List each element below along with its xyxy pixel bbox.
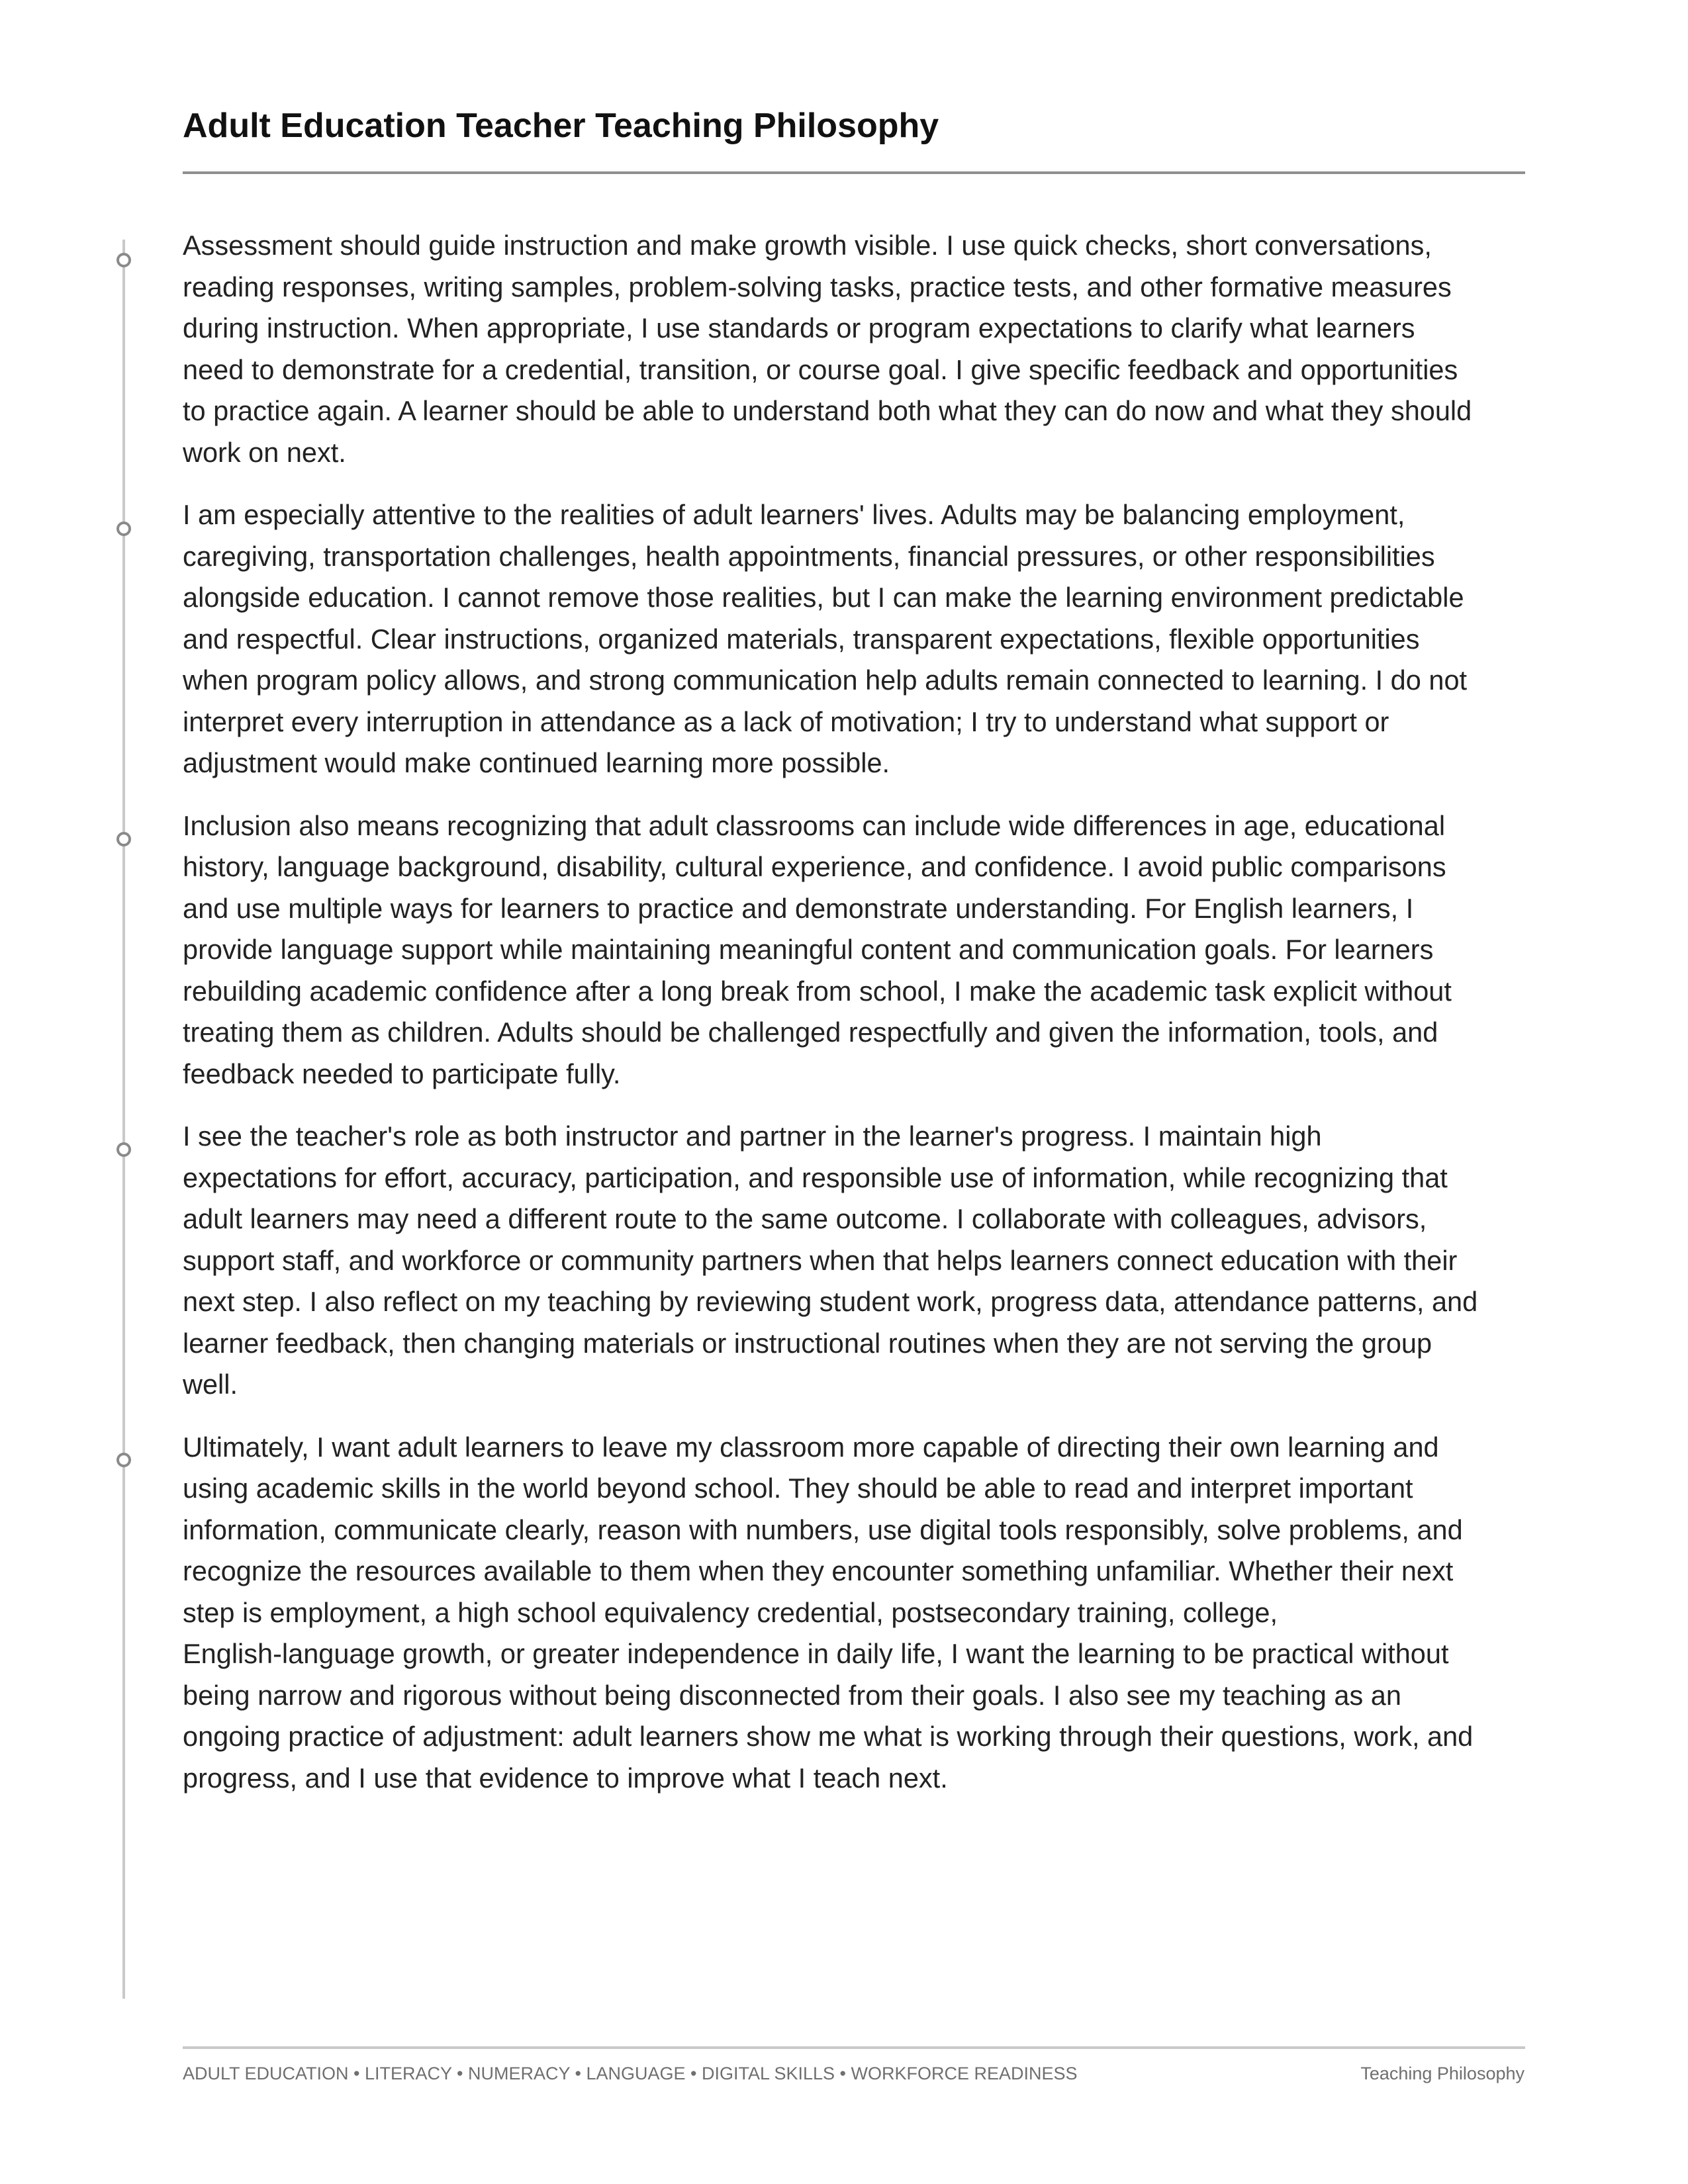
text-line: information, communicate clearly, reason with numbers, use digital tools responsibly, solve problems, and xyxy=(183,1514,1463,1545)
document-body xyxy=(183,225,1533,1820)
margin-timeline-line xyxy=(122,240,125,1999)
text-line: treating them as children. Adults should be challenged respectfully and given the information, tools, and xyxy=(183,1017,1438,1048)
text-line: next step. I also reflect on my teaching by reviewing student work, progress data, attendance patterns, and xyxy=(183,1286,1478,1317)
text-line: adjustment would make continued learning more possible. xyxy=(183,747,890,778)
paragraph-assessment xyxy=(183,225,1533,473)
text-line: adult learners may need a different route to the same outcome. I collaborate with colleagues, advisors, xyxy=(183,1203,1427,1234)
paragraph-marker-icon xyxy=(117,253,131,267)
title-divider xyxy=(183,171,1525,174)
text-line: recognize the resources available to them when they encounter something unfamiliar. Whether their next xyxy=(183,1555,1454,1586)
text-line: English-language growth, or greater independence in daily life, I want the learning to be practical without xyxy=(183,1638,1449,1669)
text-line: Inclusion also means recognizing that adult classrooms can include wide differences in age, educational xyxy=(183,809,1446,841)
paragraph-ultimately xyxy=(183,1427,1533,1799)
footer-tagline: ADULT EDUCATION • LITERACY • NUMERACY • LANGUAGE • DIGITAL SKILLS • WORKFORCE READINESS xyxy=(183,2064,1078,2083)
text-line: using academic skills in the world beyond school. They should be able to read and interpret important xyxy=(183,1473,1413,1504)
paragraph-teacher-role xyxy=(183,1116,1533,1406)
footer-divider xyxy=(183,2046,1525,2049)
text-line: rebuilding academic confidence after a long break from school, I make the academic task explicit without xyxy=(183,975,1452,1007)
paragraph-adult-realities xyxy=(183,494,1533,784)
text-line: support staff, and workforce or community partners when that helps learners connect education with their xyxy=(183,1244,1458,1276)
footer-page-label: Teaching Philosophy xyxy=(1360,2064,1524,2083)
text-line: reading responses, writing samples, problem-solving tasks, practice tests, and other formative measures xyxy=(183,271,1452,302)
text-line: I see the teacher's role as both instructor and partner in the learner's progress. I maintain high xyxy=(183,1120,1322,1152)
text-line: when program policy allows, and strong communication help adults remain connected to learning. I do not xyxy=(183,664,1468,696)
document-title: Adult Education Teacher Teaching Philosophy xyxy=(183,107,939,145)
text-line: step is employment, a high school equivalency credential, postsecondary training, college, xyxy=(183,1596,1278,1628)
text-line: I am especially attentive to the realities of adult learners' lives. Adults may be balancing employment, xyxy=(183,499,1405,530)
text-line: and respectful. Clear instructions, organized materials, transparent expectations, flexible opportunities xyxy=(183,623,1420,655)
text-line: provide language support while maintaining meaningful content and communication goals. For learners xyxy=(183,934,1434,965)
text-line: to practice again. A learner should be able to understand both what they can do now and what they should xyxy=(183,395,1472,426)
text-line: work on next. xyxy=(183,436,346,468)
paragraph-marker-icon xyxy=(117,1453,131,1467)
text-line: progress, and I use that evidence to improve what I teach next. xyxy=(183,1762,948,1794)
text-line: being narrow and rigorous without being disconnected from their goals. I also see my teaching as an xyxy=(183,1679,1401,1711)
text-line: expectations for effort, accuracy, participation, and responsible use of information, while recognizing that xyxy=(183,1161,1448,1193)
text-line: feedback needed to participate fully. xyxy=(183,1058,621,1089)
text-line: well. xyxy=(183,1369,238,1400)
text-line: interpret every interruption in attendance as a lack of motivation; I try to understand what support or xyxy=(183,705,1389,737)
text-line: need to demonstrate for a credential, transition, or course goal. I give specific feedback and opportunities xyxy=(183,353,1458,385)
text-line: during instruction. When appropriate, I use standards or program expectations to clarify what learners xyxy=(183,312,1415,343)
paragraph-marker-icon xyxy=(117,832,131,846)
text-line: ongoing practice of adjustment: adult learners show me what is working through their questions, work, and xyxy=(183,1721,1474,1752)
text-line: caregiving, transportation challenges, health appointments, financial pressures, or other responsibilities xyxy=(183,540,1435,572)
paragraph-marker-icon xyxy=(117,522,131,536)
paragraph-marker-icon xyxy=(117,1142,131,1157)
text-line: Assessment should guide instruction and make growth visible. I use quick checks, short conversations, xyxy=(183,230,1432,261)
text-line: learner feedback, then changing materials or instructional routines when they are not serving the group xyxy=(183,1327,1432,1359)
text-line: and use multiple ways for learners to practice and demonstrate understanding. For English learners, I xyxy=(183,892,1414,924)
text-line: Ultimately, I want adult learners to leave my classroom more capable of directing their own learning and xyxy=(183,1431,1439,1463)
text-line: history, language background, disability, cultural experience, and confidence. I avoid public comparisons xyxy=(183,851,1446,882)
text-line: alongside education. I cannot remove those realities, but I can make the learning environment predictable xyxy=(183,582,1464,613)
paragraph-inclusion xyxy=(183,805,1533,1095)
